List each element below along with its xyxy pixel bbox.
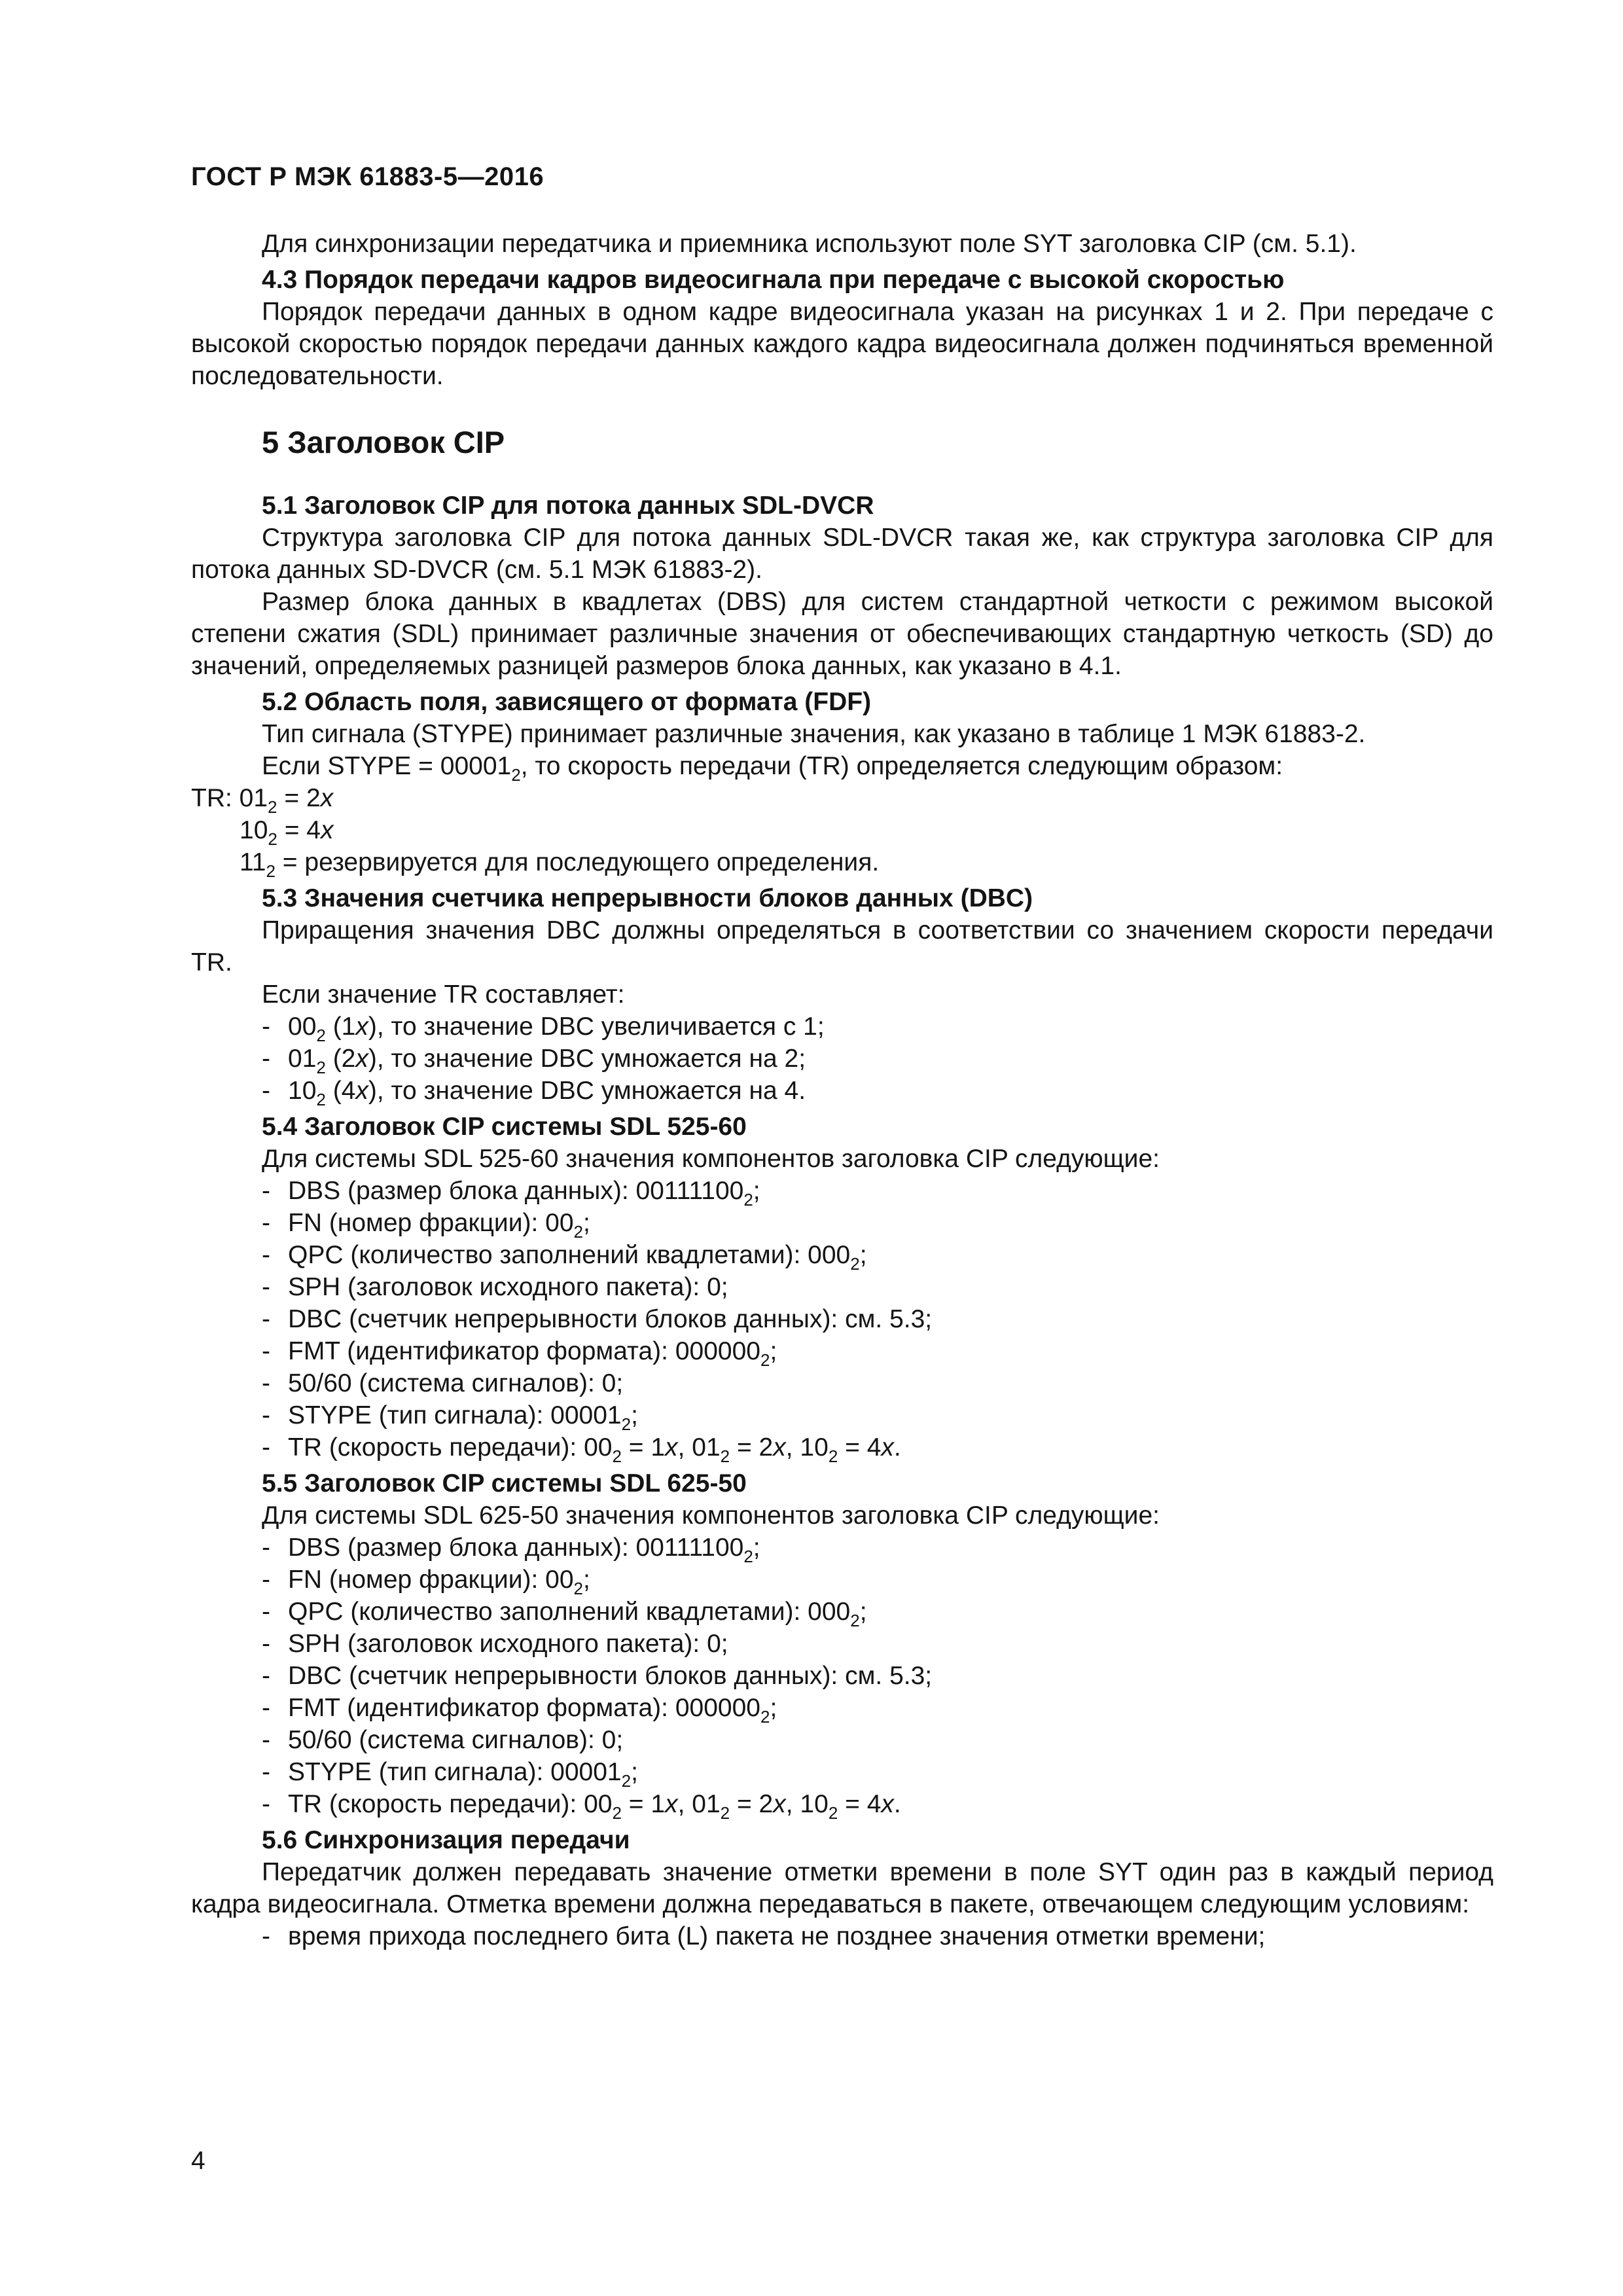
- list-item: [191, 1431, 1493, 1466]
- list-item: [191, 1596, 1493, 1628]
- list-text: ;: [631, 1758, 638, 1786]
- subscript: 2: [316, 1090, 326, 1109]
- subscript: 2: [573, 1222, 584, 1242]
- list-text: STYPE (тип сигнала): 00001: [288, 1758, 622, 1786]
- list-dash: -: [262, 1369, 270, 1397]
- list-text: DBS (размер блока данных): 00111100: [288, 1177, 744, 1205]
- list-text: SPH (заголовок исходного пакета): 0;: [288, 1630, 728, 1658]
- list-text: ;: [859, 1598, 867, 1626]
- paragraph-4-3: Порядок передачи данных в одном кадре видеосигнала указан на рисунках 1 и 2. При передаче с высокой скоростью порядок передачи данных каждого кадра видеосигнала должен подчиняться временной последовательности.: [191, 298, 1493, 390]
- list-dash: -: [262, 1273, 270, 1301]
- list-text: (1: [325, 1013, 356, 1041]
- list-dash: -: [262, 1241, 270, 1269]
- list-dash: -: [262, 1790, 270, 1818]
- list-5-3: [191, 1011, 1493, 1107]
- list-5-4: [191, 1175, 1493, 1466]
- list-item: [191, 1075, 1493, 1107]
- variable: x: [665, 1790, 678, 1818]
- list-text: , 01: [677, 1790, 721, 1818]
- list-item: [191, 1043, 1493, 1075]
- list-item: [191, 1271, 1493, 1303]
- section-heading-5-5: 5.5 Заголовок CIP системы SDL 625-50: [262, 1469, 747, 1498]
- subscript: 2: [573, 1579, 584, 1598]
- variable: x: [881, 1790, 894, 1818]
- section-heading-5-3: 5.3 Значения счетчика непрерывности блоков данных (DBC): [262, 884, 1033, 912]
- list-dash: -: [262, 1598, 270, 1626]
- list-dash: -: [262, 1209, 270, 1237]
- list-text: FN (номер фракции): 00: [288, 1209, 574, 1237]
- list-dash: -: [262, 1045, 270, 1073]
- list-dash: -: [262, 1401, 270, 1429]
- subscript: 2: [760, 1350, 770, 1370]
- variable: x: [355, 1077, 368, 1105]
- list-dash: -: [262, 1177, 270, 1205]
- subscript: 2: [760, 1707, 770, 1727]
- list-text: ), то значение DBC умножается на 4.: [368, 1077, 806, 1105]
- list-text: = 2: [730, 1790, 774, 1818]
- list-item: [191, 1660, 1493, 1692]
- list-text: 10: [288, 1077, 317, 1105]
- section-heading-5-4: 5.4 Заголовок CIP системы SDL 525-60: [262, 1113, 747, 1141]
- list-item: [191, 1239, 1493, 1274]
- list-text: ;: [770, 1337, 777, 1365]
- list-item: [191, 1367, 1493, 1399]
- list-text: ;: [770, 1694, 777, 1722]
- list-item: [191, 1175, 1493, 1210]
- section-heading-5-6: 5.6 Синхронизация передачи: [262, 1826, 630, 1854]
- paragraph-5-2-a: Тип сигнала (STYPE) принимает различные значения, как указано в таблице 1 МЭК 61883-2.: [262, 720, 1366, 748]
- list-text: ), то значение DBC увеличивается с 1;: [368, 1013, 825, 1041]
- page-number: 4: [191, 2147, 205, 2175]
- list-item: [191, 1692, 1493, 1727]
- variable: x: [773, 1790, 786, 1818]
- tr-line-3: $11_2$ = резервируется для последующего определения.: [240, 848, 880, 881]
- list-text: .: [893, 1433, 901, 1462]
- subscript: 2: [612, 1803, 622, 1823]
- list-text: DBC (счетчик непрерывности блоков данных): см. 5.3;: [288, 1662, 933, 1690]
- variable: x: [773, 1433, 786, 1462]
- paragraph-5-1-a: Структура заголовка CIP для потока данных SDL-DVCR такая же, как структура заголовка CIP для потока данных SD-DVCR (см. 5.1 МЭК 61883-2).: [191, 524, 1493, 584]
- subscript: 2: [621, 1771, 632, 1791]
- list-text: 01: [288, 1045, 317, 1073]
- list-dash: -: [262, 1726, 270, 1754]
- paragraph-5-5: Для системы SDL 625-50 значения компонентов заголовка CIP следующие:: [262, 1501, 1160, 1530]
- variable: x: [355, 1045, 368, 1073]
- paragraph-sync: Для синхронизации передатчика и приемника используют поле SYT заголовка CIP (см. 5.1).: [262, 230, 1357, 258]
- list-text: TR (скорость передачи): 00: [288, 1790, 613, 1818]
- list-item: [191, 1788, 1493, 1823]
- list-item: [191, 1628, 1493, 1660]
- list-text: ;: [753, 1534, 760, 1562]
- tr-line-2: $10_2 = 4x$: [240, 816, 334, 849]
- variable: x: [665, 1433, 678, 1462]
- subscript: 2: [828, 1803, 838, 1823]
- subscript: 2: [621, 1414, 632, 1434]
- list-dash: -: [262, 1758, 270, 1786]
- list-item: [191, 1532, 1493, 1564]
- list-item-5-6: - время прихода последнего бита (L) пакета не позднее значения отметки времени;: [262, 1922, 1266, 1950]
- list-text: 50/60 (система сигналов): 0;: [288, 1726, 624, 1754]
- list-text: = 2: [730, 1433, 774, 1462]
- list-text: .: [893, 1790, 901, 1818]
- list-item: [191, 1335, 1493, 1370]
- list-text: SPH (заголовок исходного пакета): 0;: [288, 1273, 728, 1301]
- list-text: = 4: [838, 1790, 882, 1818]
- list-dash: -: [262, 1662, 270, 1690]
- list-text: , 10: [785, 1790, 829, 1818]
- subscript: 2: [720, 1446, 730, 1466]
- document-body: [191, 228, 1493, 1952]
- list-item: [191, 1724, 1493, 1756]
- list-text: , 10: [785, 1433, 829, 1462]
- list-text: ;: [753, 1177, 760, 1205]
- list-dash: -: [262, 1013, 270, 1041]
- list-text: 00: [288, 1013, 317, 1041]
- list-text: DBS (размер блока данных): 00111100: [288, 1534, 744, 1562]
- list-dash: -: [262, 1077, 270, 1105]
- subscript: 2: [850, 1254, 860, 1274]
- subscript: 2: [743, 1190, 753, 1210]
- list-text: FN (номер фракции): 00: [288, 1566, 574, 1594]
- list-dash: -: [262, 1305, 270, 1333]
- list-text: ;: [583, 1209, 590, 1237]
- paragraph-5-2-b: Если STYPE = $00001_2$, то скорость передачи (TR) определяется следующим образом:: [262, 752, 1283, 785]
- list-item: [191, 1564, 1493, 1596]
- subscript: 2: [828, 1446, 838, 1466]
- subscript: 2: [316, 1058, 326, 1077]
- subscript: 2: [850, 1611, 860, 1630]
- list-5-5: [191, 1532, 1493, 1823]
- list-text: ;: [583, 1566, 590, 1594]
- section-heading-5-2: 5.2 Область поля, зависящего от формата (FDF): [262, 688, 872, 716]
- list-text: , 01: [677, 1433, 721, 1462]
- variable: x: [355, 1013, 368, 1041]
- variable: x: [881, 1433, 894, 1462]
- subscript: 2: [720, 1803, 730, 1823]
- list-text: QPC (количество заполнений квадлетами): 000: [288, 1241, 851, 1269]
- list-text: STYPE (тип сигнала): 00001: [288, 1401, 622, 1429]
- list-text: = 1: [621, 1433, 666, 1462]
- list-text: (2: [325, 1045, 356, 1073]
- list-text: FMT (идентификатор формата): 000000: [288, 1694, 760, 1722]
- document-header: ГОСТ Р МЭК 61883-5—2016: [191, 162, 544, 191]
- list-text: TR (скорость передачи): 00: [288, 1433, 613, 1462]
- list-dash: -: [262, 1534, 270, 1562]
- list-text: FMT (идентификатор формата): 000000: [288, 1337, 760, 1365]
- list-text: 50/60 (система сигналов): 0;: [288, 1369, 624, 1397]
- chapter-heading-5: 5 Заголовок CIP: [262, 425, 505, 459]
- list-dash: -: [262, 1630, 270, 1658]
- list-item: [191, 1756, 1493, 1791]
- list-dash: -: [262, 1337, 270, 1365]
- list-text: ), то значение DBC умножается на 2;: [368, 1045, 806, 1073]
- list-item: [191, 1011, 1493, 1043]
- subscript: 2: [612, 1446, 622, 1466]
- tr-line-1: TR: $01_2 = 2x$: [191, 784, 334, 817]
- section-heading-4-3: 4.3 Порядок передачи кадров видеосигнала при передаче с высокой скоростью: [262, 266, 1285, 294]
- paragraph-5-6: Передатчик должен передавать значение отметки времени в поле SYT один раз в каждый период кадра видеосигнала. Отметка времени должна передаваться в пакете, отвечающем следующим условиям:: [191, 1858, 1493, 1918]
- list-text: QPC (количество заполнений квадлетами): 000: [288, 1598, 851, 1626]
- list-text: DBC (счетчик непрерывности блоков данных): см. 5.3;: [288, 1305, 933, 1333]
- paragraph-5-4: Для системы SDL 525-60 значения компонентов заголовка CIP следующие:: [262, 1145, 1160, 1173]
- list-item: [191, 1207, 1493, 1242]
- list-dash: -: [262, 1566, 270, 1594]
- list-item: [191, 1303, 1493, 1335]
- list-item: [191, 1399, 1493, 1434]
- section-heading-5-1: 5.1 Заголовок CIP для потока данных SDL-DVCR: [262, 492, 874, 520]
- list-text: = 4: [838, 1433, 882, 1462]
- paragraph-5-3-b: Если значение TR составляет:: [262, 980, 625, 1009]
- list-dash: -: [262, 1433, 270, 1462]
- subscript: 2: [743, 1547, 753, 1566]
- list-dash: -: [262, 1694, 270, 1722]
- list-text: ;: [631, 1401, 638, 1429]
- paragraph-5-1-b: Размер блока данных в квадлетах (DBS) для систем стандартной четкости с режимом высокой степени сжатия (SDL) принимает различные значения от обеспечивающих стандартную четкость (SD) до значений, определяемых разницей размеров блока данных, как указано в 4.1.: [191, 588, 1493, 680]
- list-text: ;: [859, 1241, 867, 1269]
- paragraph-5-3-a: Приращения значения DBC должны определяться в соответствии со значением скорости передачи TR.: [191, 916, 1493, 977]
- list-text: = 1: [621, 1790, 666, 1818]
- list-text: (4: [325, 1077, 356, 1105]
- subscript: 2: [316, 1026, 326, 1045]
